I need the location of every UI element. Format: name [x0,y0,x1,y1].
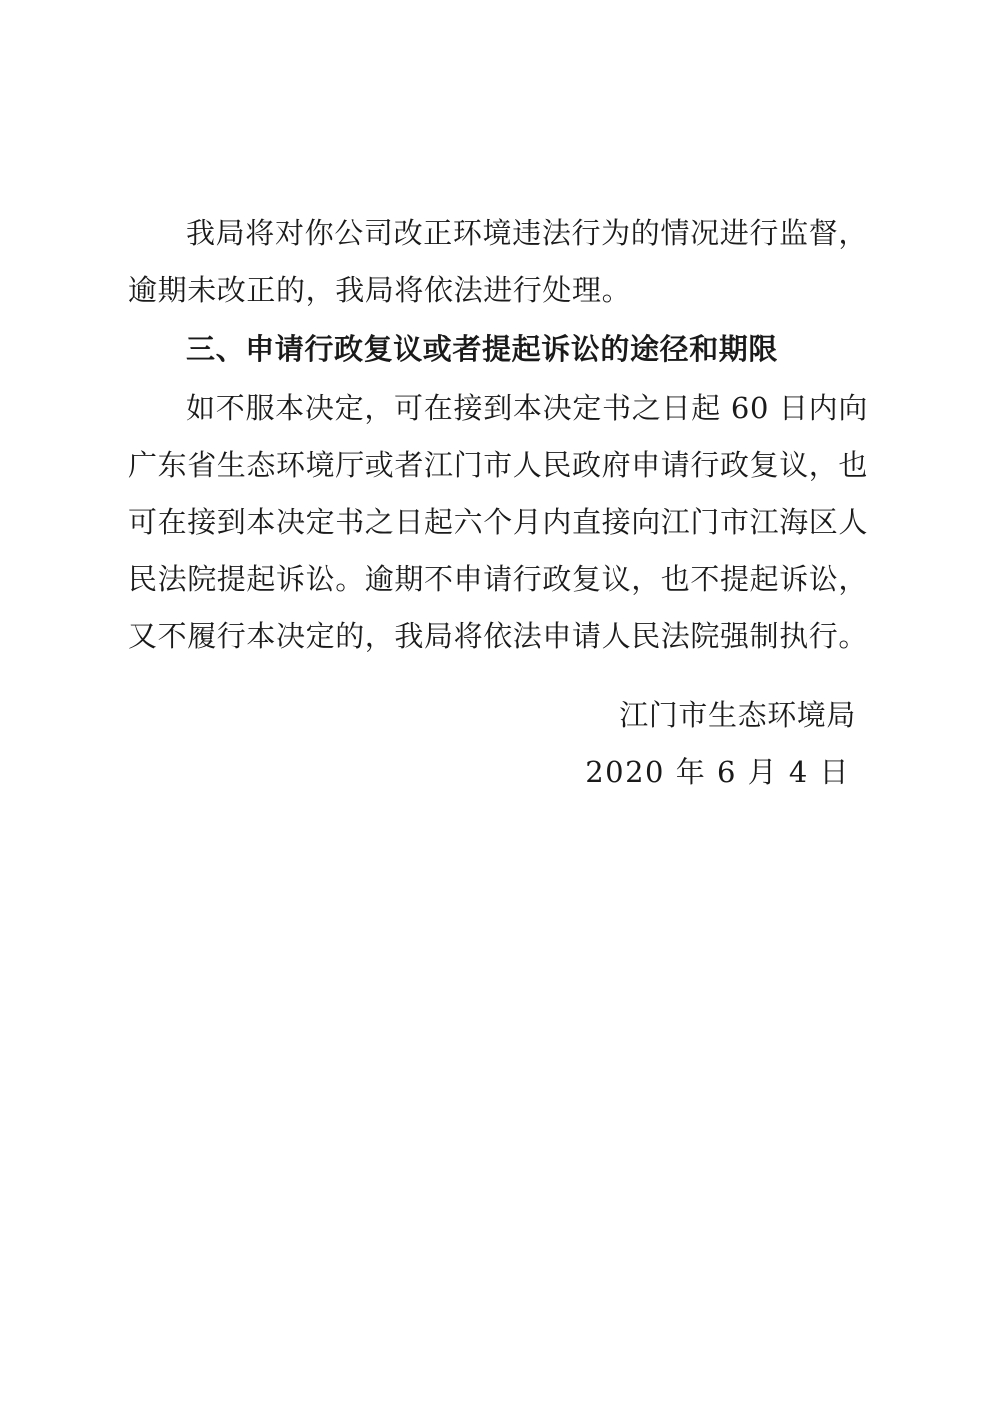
supervision-paragraph: 我局将对你公司改正环境违法行为的情况进行监督，逾期未改正的，我局将依法进行处理。 [128,216,868,307]
document-body [128,205,868,801]
signature-block [128,687,868,801]
issuing-authority: 江门市生态环境局 [619,698,856,732]
remedy-paragraph: 如不服本决定，可在接到本决定书之日起 60 日内向广东省生态环境厅或者江门市人民政府申请行政复议，也可在接到本决定书之日起六个月内直接向江门市江海区人民法院提起诉讼。逾期不申请行政复议，也不提起诉讼，又不履行本决定的，我局将依法申请人民法院强制执行。 [128,391,869,653]
issue-date: 2020 年 6 月 4 日 [585,755,850,789]
section-three-heading: 三、申请行政复议或者提起诉讼的途径和期限 [186,332,779,366]
